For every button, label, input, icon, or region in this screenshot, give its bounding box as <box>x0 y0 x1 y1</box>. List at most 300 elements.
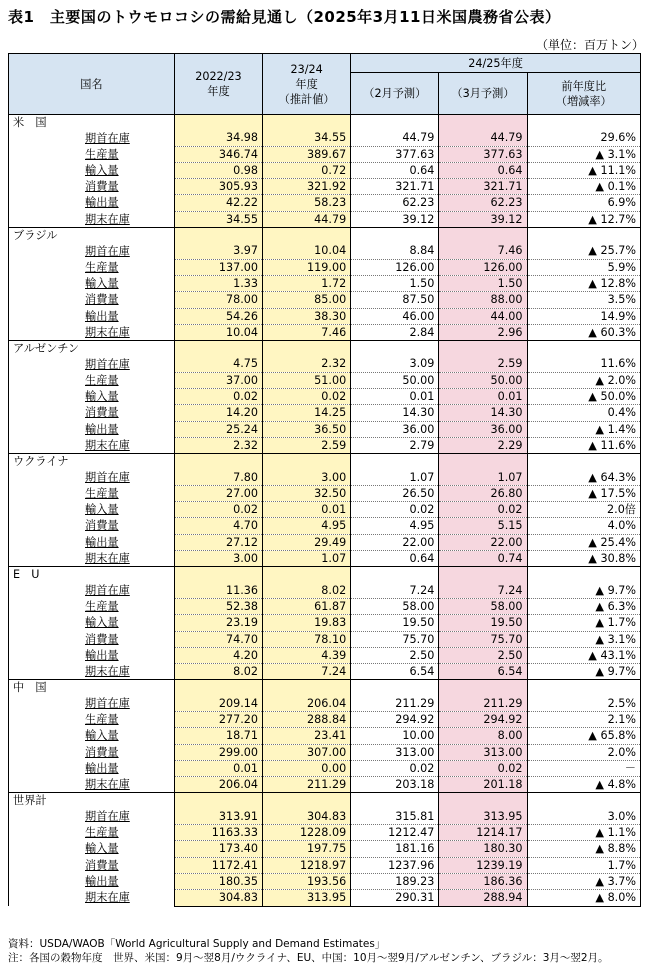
source-note: 資料：USDA/WAOB「World Agricultural Supply and Demand Estimates」 <box>8 938 386 950</box>
value-cell: 7.24 <box>439 583 527 599</box>
value-cell: 137.00 <box>174 259 262 275</box>
value-cell: 0.01 <box>439 389 527 405</box>
empty-cell <box>351 228 439 244</box>
value-cell: 294.92 <box>351 711 439 727</box>
value-cell: 0.02 <box>263 389 351 405</box>
value-cell: 39.12 <box>439 211 527 227</box>
value-cell: 2.96 <box>439 324 527 340</box>
value-cell: 27.12 <box>174 534 262 550</box>
table-row <box>9 744 641 760</box>
change-cell: ▲ 30.8% <box>527 551 640 567</box>
empty-cell <box>439 228 527 244</box>
table-row <box>9 647 641 663</box>
change-cell: ▲ 25.4% <box>527 534 640 550</box>
header-yoy-change: 前年度比 （増減率） <box>527 73 640 115</box>
value-cell: 1163.33 <box>174 825 262 841</box>
table-row <box>9 437 641 453</box>
empty-cell <box>174 228 262 244</box>
change-cell: ▲ 1.1% <box>527 825 640 841</box>
change-cell: ▲ 4.8% <box>527 777 640 793</box>
value-cell: 211.29 <box>351 696 439 712</box>
value-cell: 1172.41 <box>174 857 262 873</box>
row-label: 生産量 <box>9 259 175 275</box>
empty-cell <box>439 341 527 357</box>
row-label: 期首在庫 <box>9 583 175 599</box>
table-row <box>9 211 641 227</box>
change-cell: ▲ 2.0% <box>527 372 640 388</box>
change-cell: ▲ 50.0% <box>527 389 640 405</box>
empty-cell <box>263 454 351 470</box>
change-cell: 2.1% <box>527 711 640 727</box>
value-cell: 34.55 <box>174 211 262 227</box>
table-row <box>9 421 641 437</box>
table-row <box>9 711 641 727</box>
change-cell: 14.9% <box>527 308 640 324</box>
value-cell: 1.50 <box>351 275 439 291</box>
change-cell: 3.5% <box>527 292 640 308</box>
table-row <box>9 470 641 486</box>
header-2022-23: 2022/23 年度 <box>174 54 262 115</box>
row-label: 期末在庫 <box>9 664 175 680</box>
empty-cell <box>439 793 527 809</box>
value-cell: 25.24 <box>174 421 262 437</box>
value-cell: 2.50 <box>351 647 439 663</box>
value-cell: 10.04 <box>174 324 262 340</box>
value-cell: 26.80 <box>439 485 527 501</box>
empty-cell <box>351 341 439 357</box>
change-cell: 29.6% <box>527 130 640 146</box>
group-header-row <box>9 228 641 244</box>
value-cell: 7.24 <box>263 664 351 680</box>
header-feb-forecast: （2月予測） <box>351 73 439 115</box>
table-row <box>9 534 641 550</box>
table-row <box>9 146 641 162</box>
table-row <box>9 292 641 308</box>
value-cell: 346.74 <box>174 146 262 162</box>
value-cell: 8.00 <box>439 728 527 744</box>
value-cell: 1.07 <box>263 551 351 567</box>
row-label: 期末在庫 <box>9 437 175 453</box>
value-cell: 0.01 <box>351 389 439 405</box>
table-row <box>9 518 641 534</box>
value-cell: 88.00 <box>439 292 527 308</box>
empty-cell <box>174 680 262 696</box>
table-row <box>9 664 641 680</box>
change-cell: ▲ 60.3% <box>527 324 640 340</box>
empty-cell <box>351 454 439 470</box>
table-row <box>9 598 641 614</box>
value-cell: 29.49 <box>263 534 351 550</box>
row-label: 生産量 <box>9 711 175 727</box>
empty-cell <box>527 454 640 470</box>
value-cell: 186.36 <box>439 873 527 889</box>
empty-cell <box>527 567 640 583</box>
value-cell: 8.02 <box>263 583 351 599</box>
value-cell: 7.80 <box>174 470 262 486</box>
value-cell: 0.72 <box>263 162 351 178</box>
notes <box>8 937 609 965</box>
value-cell: 51.00 <box>263 372 351 388</box>
table-row <box>9 615 641 631</box>
value-cell: 44.79 <box>439 130 527 146</box>
value-cell: 22.00 <box>439 534 527 550</box>
row-label: 輸出量 <box>9 421 175 437</box>
value-cell: 307.00 <box>263 744 351 760</box>
value-cell: 290.31 <box>351 890 439 906</box>
row-label: 輸入量 <box>9 162 175 178</box>
value-cell: 294.92 <box>439 711 527 727</box>
group-header-row <box>9 680 641 696</box>
value-cell: 0.01 <box>263 502 351 518</box>
value-cell: 304.83 <box>263 809 351 825</box>
value-cell: 288.84 <box>263 711 351 727</box>
value-cell: 32.50 <box>263 485 351 501</box>
value-cell: 313.91 <box>174 809 262 825</box>
value-cell: 119.00 <box>263 259 351 275</box>
change-cell: ▲ 25.7% <box>527 243 640 259</box>
empty-cell <box>174 793 262 809</box>
change-cell: ▲ 3.7% <box>527 873 640 889</box>
value-cell: 299.00 <box>174 744 262 760</box>
value-cell: 58.00 <box>439 598 527 614</box>
row-label: 期末在庫 <box>9 211 175 227</box>
value-cell: 206.04 <box>174 777 262 793</box>
value-cell: 1237.96 <box>351 857 439 873</box>
change-cell: ▲ 12.7% <box>527 211 640 227</box>
value-cell: 6.54 <box>351 664 439 680</box>
value-cell: 3.09 <box>351 356 439 372</box>
value-cell: 4.95 <box>263 518 351 534</box>
row-label: 期末在庫 <box>9 551 175 567</box>
value-cell: 10.04 <box>263 243 351 259</box>
table-row <box>9 324 641 340</box>
row-label: 期首在庫 <box>9 243 175 259</box>
empty-cell <box>263 680 351 696</box>
change-cell: 5.9% <box>527 259 640 275</box>
value-cell: 1228.09 <box>263 825 351 841</box>
header-mar-forecast: （3月予測） <box>439 73 527 115</box>
row-label: 輸出量 <box>9 195 175 211</box>
change-cell: － <box>527 760 640 776</box>
value-cell: 288.94 <box>439 890 527 906</box>
value-cell: 2.29 <box>439 437 527 453</box>
value-cell: 62.23 <box>351 195 439 211</box>
table-row <box>9 259 641 275</box>
unit-label: （単位：百万トン） <box>535 38 644 52</box>
row-label: 輸入量 <box>9 841 175 857</box>
table-row <box>9 162 641 178</box>
change-cell: 2.5% <box>527 696 640 712</box>
change-cell: 3.0% <box>527 809 640 825</box>
table-row <box>9 583 641 599</box>
value-cell: 1.33 <box>174 275 262 291</box>
value-cell: 26.50 <box>351 485 439 501</box>
value-cell: 11.36 <box>174 583 262 599</box>
table-row <box>9 195 641 211</box>
empty-cell <box>351 680 439 696</box>
table-row <box>9 631 641 647</box>
value-cell: 10.00 <box>351 728 439 744</box>
table-row <box>9 243 641 259</box>
value-cell: 4.75 <box>174 356 262 372</box>
row-label: 輸出量 <box>9 647 175 663</box>
value-cell: 211.29 <box>439 696 527 712</box>
value-cell: 85.00 <box>263 292 351 308</box>
table-row <box>9 485 641 501</box>
value-cell: 14.30 <box>351 405 439 421</box>
value-cell: 19.50 <box>439 615 527 631</box>
table-row <box>9 873 641 889</box>
value-cell: 39.12 <box>351 211 439 227</box>
value-cell: 1214.17 <box>439 825 527 841</box>
value-cell: 27.00 <box>174 485 262 501</box>
value-cell: 14.25 <box>263 405 351 421</box>
country-name: 中 国 <box>9 680 175 696</box>
row-label: 期末在庫 <box>9 324 175 340</box>
row-label: 期首在庫 <box>9 470 175 486</box>
row-label: 消費量 <box>9 405 175 421</box>
value-cell: 14.30 <box>439 405 527 421</box>
table-row <box>9 890 641 906</box>
row-label: 輸入量 <box>9 615 175 631</box>
value-cell: 74.70 <box>174 631 262 647</box>
value-cell: 2.32 <box>174 437 262 453</box>
value-cell: 34.98 <box>174 130 262 146</box>
value-cell: 377.63 <box>439 146 527 162</box>
change-cell: ▲ 8.8% <box>527 841 640 857</box>
value-cell: 0.02 <box>351 760 439 776</box>
value-cell: 181.16 <box>351 841 439 857</box>
table-row <box>9 551 641 567</box>
country-name: ブラジル <box>9 228 175 244</box>
value-cell: 7.46 <box>263 324 351 340</box>
row-label: 輸入量 <box>9 728 175 744</box>
row-label: 消費量 <box>9 744 175 760</box>
value-cell: 389.67 <box>263 146 351 162</box>
country-name: 世界計 <box>9 793 175 809</box>
value-cell: 1.07 <box>351 470 439 486</box>
table-row <box>9 308 641 324</box>
value-cell: 44.79 <box>263 211 351 227</box>
empty-cell <box>263 115 351 131</box>
value-cell: 0.02 <box>174 502 262 518</box>
group-header-row <box>9 793 641 809</box>
empty-cell <box>351 567 439 583</box>
row-label: 消費量 <box>9 179 175 195</box>
empty-cell <box>439 680 527 696</box>
value-cell: 2.50 <box>439 647 527 663</box>
change-cell: 11.6% <box>527 356 640 372</box>
group-header-row <box>9 115 641 131</box>
value-cell: 126.00 <box>351 259 439 275</box>
row-label: 消費量 <box>9 292 175 308</box>
value-cell: 14.20 <box>174 405 262 421</box>
empty-cell <box>527 341 640 357</box>
row-label: 生産量 <box>9 485 175 501</box>
change-cell: ▲ 8.0% <box>527 890 640 906</box>
value-cell: 46.00 <box>351 308 439 324</box>
table-body <box>9 115 641 907</box>
value-cell: 44.79 <box>351 130 439 146</box>
header-23-24: 23/24 年度 （推計値） <box>263 54 351 115</box>
empty-cell <box>174 567 262 583</box>
change-cell: ▲ 17.5% <box>527 485 640 501</box>
value-cell: 321.71 <box>439 179 527 195</box>
value-cell: 211.29 <box>263 777 351 793</box>
value-cell: 189.23 <box>351 873 439 889</box>
empty-cell <box>174 115 262 131</box>
value-cell: 193.56 <box>263 873 351 889</box>
change-cell: 4.0% <box>527 518 640 534</box>
change-cell: 6.9% <box>527 195 640 211</box>
value-cell: 42.22 <box>174 195 262 211</box>
value-cell: 180.35 <box>174 873 262 889</box>
table-row <box>9 777 641 793</box>
country-name: 米 国 <box>9 115 175 131</box>
table-row <box>9 179 641 195</box>
change-cell: ▲ 11.6% <box>527 437 640 453</box>
value-cell: 0.02 <box>439 760 527 776</box>
group-header-row <box>9 567 641 583</box>
value-cell: 1239.19 <box>439 857 527 873</box>
page-title: 表1 主要国のトウモロコシの需給見通し（2025年3月11日米国農務省公表） <box>8 8 561 26</box>
change-cell: ▲ 43.1% <box>527 647 640 663</box>
value-cell: 2.32 <box>263 356 351 372</box>
row-label: 期首在庫 <box>9 696 175 712</box>
value-cell: 3.97 <box>174 243 262 259</box>
row-label: 期末在庫 <box>9 890 175 906</box>
change-cell: ▲ 1.4% <box>527 421 640 437</box>
change-cell: ▲ 65.8% <box>527 728 640 744</box>
value-cell: 377.63 <box>351 146 439 162</box>
value-cell: 305.93 <box>174 179 262 195</box>
change-cell: ▲ 9.7% <box>527 664 640 680</box>
header-24-25-group: 24/25年度 <box>351 54 641 73</box>
value-cell: 4.70 <box>174 518 262 534</box>
value-cell: 203.18 <box>351 777 439 793</box>
value-cell: 8.02 <box>174 664 262 680</box>
value-cell: 313.95 <box>263 890 351 906</box>
value-cell: 78.00 <box>174 292 262 308</box>
value-cell: 7.24 <box>351 583 439 599</box>
value-cell: 38.30 <box>263 308 351 324</box>
value-cell: 201.18 <box>439 777 527 793</box>
table-row <box>9 502 641 518</box>
table-row <box>9 372 641 388</box>
value-cell: 321.92 <box>263 179 351 195</box>
change-cell: ▲ 3.1% <box>527 631 640 647</box>
value-cell: 2.59 <box>263 437 351 453</box>
row-label: 輸出量 <box>9 308 175 324</box>
row-label: 生産量 <box>9 372 175 388</box>
row-label: 輸出量 <box>9 873 175 889</box>
empty-cell <box>351 115 439 131</box>
table-row <box>9 389 641 405</box>
change-cell: ▲ 1.7% <box>527 615 640 631</box>
empty-cell <box>439 115 527 131</box>
empty-cell <box>439 454 527 470</box>
value-cell: 7.46 <box>439 243 527 259</box>
group-header-row <box>9 454 641 470</box>
value-cell: 58.23 <box>263 195 351 211</box>
value-cell: 52.38 <box>174 598 262 614</box>
change-cell: 2.0% <box>527 744 640 760</box>
value-cell: 34.55 <box>263 130 351 146</box>
table-row <box>9 841 641 857</box>
country-name: ウクライナ <box>9 454 175 470</box>
change-cell: ▲ 9.7% <box>527 583 640 599</box>
value-cell: 0.00 <box>263 760 351 776</box>
value-cell: 54.26 <box>174 308 262 324</box>
row-label: 消費量 <box>9 518 175 534</box>
change-cell: 2.0倍 <box>527 502 640 518</box>
value-cell: 8.84 <box>351 243 439 259</box>
value-cell: 2.79 <box>351 437 439 453</box>
value-cell: 75.70 <box>351 631 439 647</box>
group-header-row <box>9 341 641 357</box>
empty-cell <box>439 567 527 583</box>
value-cell: 4.95 <box>351 518 439 534</box>
row-label: 生産量 <box>9 146 175 162</box>
value-cell: 0.64 <box>351 551 439 567</box>
value-cell: 5.15 <box>439 518 527 534</box>
value-cell: 4.20 <box>174 647 262 663</box>
value-cell: 3.00 <box>174 551 262 567</box>
value-cell: 4.39 <box>263 647 351 663</box>
value-cell: 0.64 <box>351 162 439 178</box>
value-cell: 180.30 <box>439 841 527 857</box>
value-cell: 6.54 <box>439 664 527 680</box>
change-cell: ▲ 64.3% <box>527 470 640 486</box>
value-cell: 1.07 <box>439 470 527 486</box>
change-cell: 1.7% <box>527 857 640 873</box>
value-cell: 18.71 <box>174 728 262 744</box>
value-cell: 206.04 <box>263 696 351 712</box>
empty-cell <box>263 228 351 244</box>
value-cell: 87.50 <box>351 292 439 308</box>
empty-cell <box>527 228 640 244</box>
value-cell: 0.74 <box>439 551 527 567</box>
table-row <box>9 825 641 841</box>
value-cell: 0.98 <box>174 162 262 178</box>
row-label: 輸入量 <box>9 502 175 518</box>
table-row <box>9 728 641 744</box>
row-label: 期首在庫 <box>9 356 175 372</box>
fiscal-year-note: 注：各国の穀物年度 世界、米国：9月～翌8月/ウクライナ、EU、中国：10月～翌9月/アルゼンチン、ブラジル：3月～翌2月。 <box>8 952 609 964</box>
empty-cell <box>174 341 262 357</box>
row-label: 生産量 <box>9 598 175 614</box>
value-cell: 22.00 <box>351 534 439 550</box>
table-row <box>9 760 641 776</box>
table-row <box>9 275 641 291</box>
row-label: 消費量 <box>9 631 175 647</box>
value-cell: 313.00 <box>351 744 439 760</box>
value-cell: 62.23 <box>439 195 527 211</box>
value-cell: 0.02 <box>439 502 527 518</box>
value-cell: 37.00 <box>174 372 262 388</box>
empty-cell <box>263 567 351 583</box>
value-cell: 1.50 <box>439 275 527 291</box>
empty-cell <box>527 793 640 809</box>
change-cell: ▲ 12.8% <box>527 275 640 291</box>
value-cell: 3.00 <box>263 470 351 486</box>
row-label: 消費量 <box>9 857 175 873</box>
row-label: 輸出量 <box>9 760 175 776</box>
empty-cell <box>263 341 351 357</box>
value-cell: 36.00 <box>351 421 439 437</box>
supply-demand-table <box>8 53 641 907</box>
change-cell: ▲ 3.1% <box>527 146 640 162</box>
